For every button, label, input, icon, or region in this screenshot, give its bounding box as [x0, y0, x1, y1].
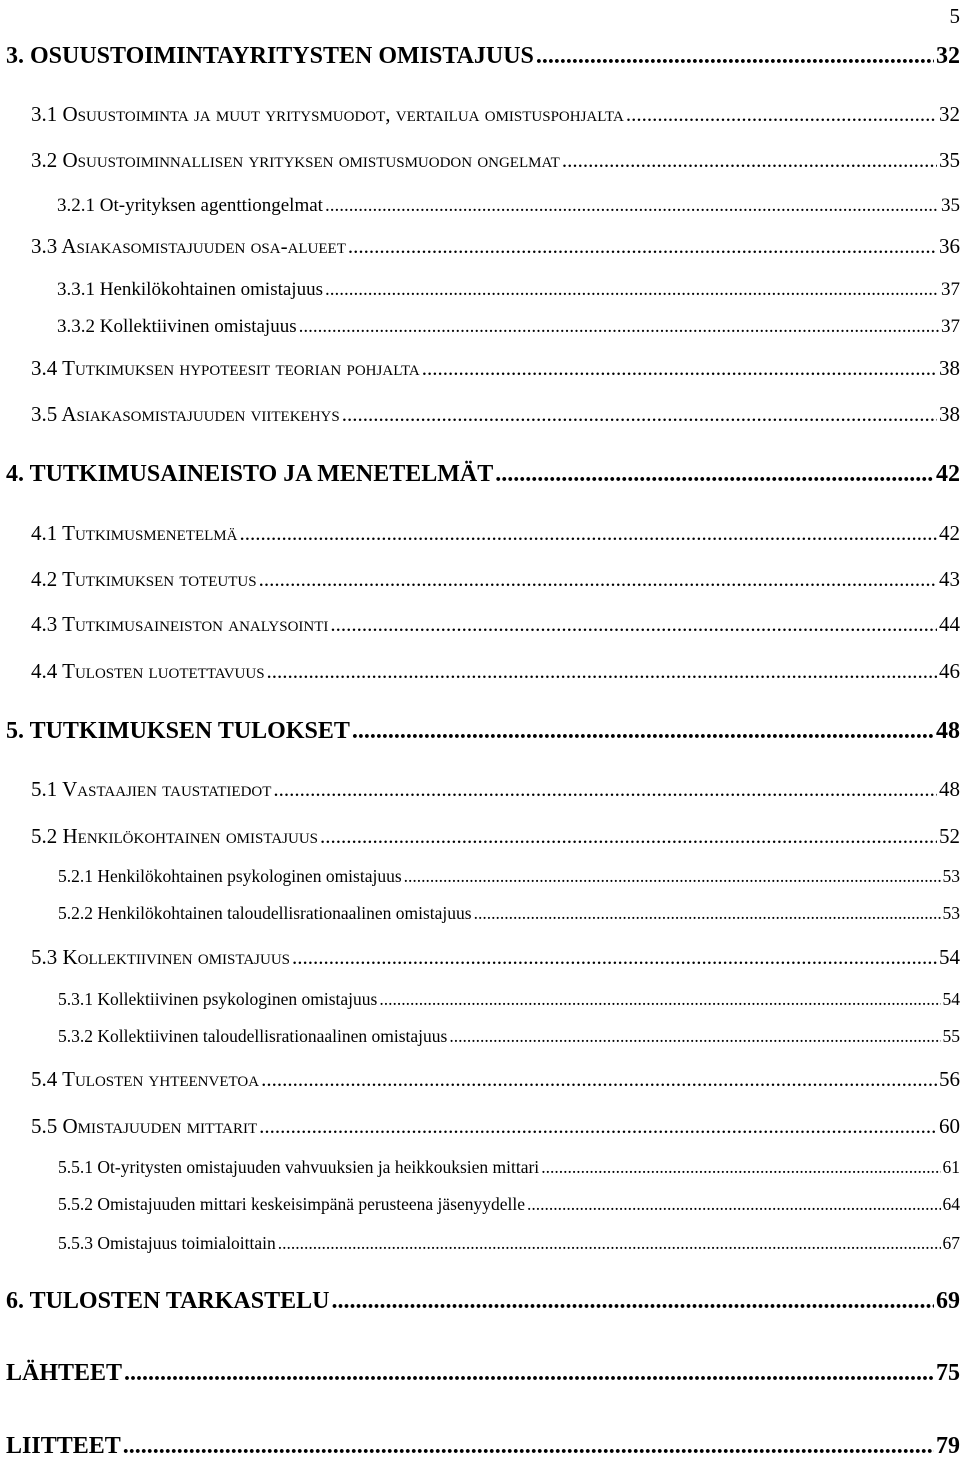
toc-entry[interactable] [57, 195, 960, 225]
toc-entry-title: 3.2.1 Ot-yrityksen agenttiongelmat [57, 195, 323, 216]
toc-entry[interactable] [31, 777, 960, 807]
toc-entry[interactable] [31, 402, 960, 432]
toc-entry[interactable] [58, 1233, 960, 1263]
toc-entry-title: 3.3.2 Kollektiivinen omistajuus [57, 316, 297, 337]
toc-entry-title: 5.3.1 Kollektiivinen psykologinen omistajuus [58, 989, 378, 1009]
dot-leader [299, 316, 939, 338]
toc-entry-page: 48 [939, 777, 960, 801]
dot-leader [267, 659, 937, 684]
toc-entry-page: 53 [942, 903, 960, 923]
dot-leader [259, 1114, 937, 1139]
toc-entry-page: 60 [939, 1114, 960, 1138]
toc-entry-title: LIITTEET [6, 1433, 121, 1459]
toc-entry[interactable] [6, 718, 960, 748]
toc-entry[interactable] [6, 1360, 960, 1390]
toc-entry[interactable] [31, 1114, 960, 1144]
toc-entry[interactable] [58, 866, 960, 896]
toc-entry-page: 55 [942, 1026, 960, 1046]
toc-entry-page: 37 [941, 316, 960, 337]
toc-entry[interactable] [31, 356, 960, 386]
toc-entry-title: 6. TULOSTEN TARKASTELU [6, 1288, 330, 1314]
toc-entry-title: 5.5 Omistajuuden mittarit [31, 1114, 258, 1138]
toc-entry[interactable] [58, 1157, 960, 1187]
toc-entry[interactable] [31, 945, 960, 975]
toc-entry-page: 48 [936, 718, 960, 744]
dot-leader [273, 777, 937, 802]
dot-leader [626, 102, 937, 127]
toc-entry-page: 64 [942, 1194, 960, 1214]
dot-leader [541, 1157, 940, 1178]
toc-entry[interactable] [31, 102, 960, 132]
dot-leader [348, 234, 937, 259]
toc-entry-page: 53 [942, 866, 960, 886]
toc-entry[interactable] [31, 234, 960, 264]
toc-entry[interactable] [31, 567, 960, 597]
toc-entry-title: 5.5.1 Ot-yritysten omistajuuden vahvuuksien ja heikkouksien mittari [58, 1157, 540, 1177]
dot-leader [239, 521, 937, 546]
dot-leader [292, 945, 937, 970]
dot-leader [261, 1067, 937, 1092]
toc-entry-title: LÄHTEET [6, 1360, 123, 1386]
toc-entry[interactable] [58, 1026, 960, 1056]
toc-entry[interactable] [6, 43, 960, 73]
toc-entry-title: 4.1 Tutkimusmenetelmä [31, 521, 238, 545]
toc-entry-page: 54 [942, 989, 960, 1009]
dot-leader [124, 1360, 934, 1387]
toc-entry[interactable] [31, 612, 960, 642]
dot-leader [330, 612, 937, 637]
dot-leader [342, 402, 937, 427]
toc-entry-title: 3. OSUUSTOIMINTAYRITYSTEN OMISTAJUUS [6, 43, 534, 69]
dot-leader [320, 824, 937, 849]
toc-entry-title: 5.3 Kollektiivinen omistajuus [31, 945, 291, 969]
toc-entry-title: 3.1 Osuustoiminta ja muut yritysmuodot, vertailua omistuspohjalta [31, 102, 624, 126]
toc-entry[interactable] [57, 316, 960, 346]
toc-entry-page: 46 [939, 659, 960, 683]
dot-leader [527, 1194, 940, 1215]
toc-entry-page: 54 [939, 945, 960, 969]
toc-entry[interactable] [31, 824, 960, 854]
toc-entry-title: 4. TUTKIMUSAINEISTO JA MENETELMÄT [6, 461, 494, 487]
toc-entry-title: 3.5 Asiakasomistajuuden viitekehys [31, 402, 340, 426]
toc-entry-page: 79 [936, 1433, 960, 1459]
dot-leader [278, 1233, 941, 1254]
toc-entry-page: 75 [936, 1360, 960, 1386]
toc-entry-title: 5.1 Vastaajien taustatiedot [31, 777, 272, 801]
toc-entry-title: 3.3.1 Henkilökohtainen omistajuus [57, 279, 323, 300]
dot-leader [474, 903, 941, 924]
toc-entry-title: 5.5.2 Omistajuuden mittari keskeisimpänä perusteena jäsenyydelle [58, 1194, 526, 1214]
dot-leader [449, 1026, 940, 1047]
toc-entry[interactable] [6, 1433, 960, 1463]
dot-leader [325, 279, 939, 301]
dot-leader [123, 1433, 934, 1460]
toc-entry-title: 3.2 Osuustoiminnallisen yrityksen omistusmuodon ongelmat [31, 148, 560, 172]
toc-entry-page: 69 [936, 1288, 960, 1314]
toc-entry[interactable] [58, 903, 960, 933]
toc-entry-page: 42 [939, 521, 960, 545]
page-number: 5 [949, 4, 960, 28]
toc-entry-title: 5.2.1 Henkilökohtainen psykologinen omistajuus [58, 866, 402, 886]
dot-leader [495, 461, 934, 488]
toc-entry-title: 5.2 Henkilökohtainen omistajuus [31, 824, 318, 848]
toc-entry-title: 5. TUTKIMUKSEN TULOKSET [6, 718, 350, 744]
toc-entry[interactable] [31, 659, 960, 689]
toc-entry-page: 52 [939, 824, 960, 848]
dot-leader [379, 989, 940, 1010]
dot-leader [325, 195, 939, 217]
toc-entry-title: 5.5.3 Omistajuus toimialoittain [58, 1233, 276, 1253]
toc-entry[interactable] [58, 989, 960, 1019]
toc-entry[interactable] [6, 1288, 960, 1318]
toc-entry-title: 4.2 Tutkimuksen toteutus [31, 567, 257, 591]
dot-leader [331, 1288, 934, 1315]
toc-entry-page: 35 [939, 148, 960, 172]
toc-entry-title: 3.3 Asiakasomistajuuden osa-alueet [31, 234, 346, 258]
toc-entry[interactable] [6, 461, 960, 491]
dot-leader [352, 718, 934, 745]
toc-entry-page: 61 [942, 1157, 960, 1177]
toc-entry[interactable] [31, 521, 960, 551]
toc-entry-title: 5.3.2 Kollektiivinen taloudellisrationaalinen omistajuus [58, 1026, 448, 1046]
toc-entry-title: 5.2.2 Henkilökohtainen taloudellisrationaalinen omistajuus [58, 903, 472, 923]
toc-entry-title: 4.4 Tulosten luotettavuus [31, 659, 265, 683]
dot-leader [562, 148, 937, 173]
dot-leader [422, 356, 937, 381]
dot-leader [536, 43, 934, 70]
toc-entry-title: 5.4 Tulosten yhteenvetoa [31, 1067, 260, 1091]
toc-entry[interactable] [58, 1194, 960, 1224]
toc-entry[interactable] [31, 1067, 960, 1097]
toc-entry-page: 38 [939, 356, 960, 380]
toc-entry-page: 67 [942, 1233, 960, 1253]
toc-entry-page: 36 [939, 234, 960, 258]
toc-entry-title: 3.4 Tutkimuksen hypoteesit teorian pohjalta [31, 356, 420, 380]
toc-entry-page: 38 [939, 402, 960, 426]
toc-entry-page: 32 [936, 43, 960, 69]
toc-entry-page: 42 [936, 461, 960, 487]
dot-leader [404, 866, 941, 887]
toc-entry-page: 32 [939, 102, 960, 126]
toc-entry-page: 44 [939, 612, 960, 636]
toc-entry-page: 35 [941, 195, 960, 216]
toc-entry-page: 56 [939, 1067, 960, 1091]
toc-entry-page: 37 [941, 279, 960, 300]
toc-entry[interactable] [31, 148, 960, 178]
toc-entry-page: 43 [939, 567, 960, 591]
dot-leader [259, 567, 937, 592]
toc-entry-title: 4.3 Tutkimusaineiston analysointi [31, 612, 329, 636]
toc-entry[interactable] [57, 279, 960, 309]
